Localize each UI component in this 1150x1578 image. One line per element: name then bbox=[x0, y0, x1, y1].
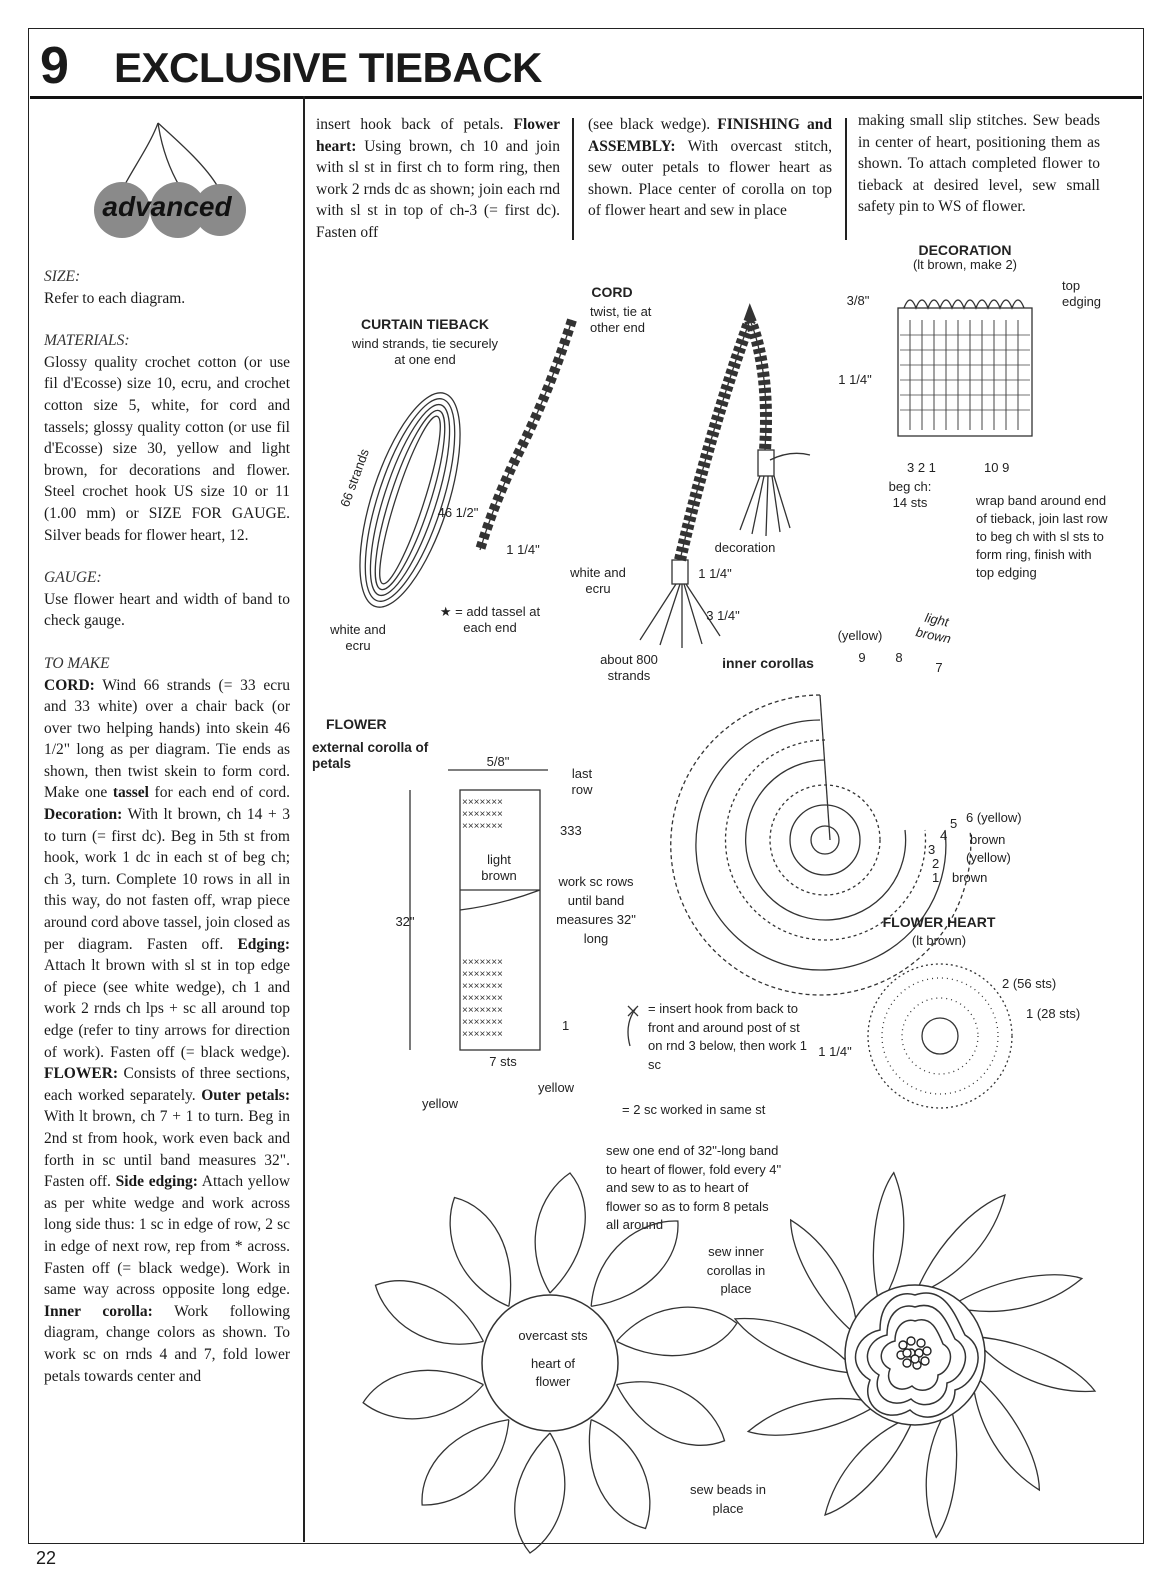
tassel-word: tassel bbox=[112, 784, 149, 802]
col3-text-a: (see black wedge). bbox=[588, 116, 718, 133]
brown-label-2: brown bbox=[952, 870, 988, 885]
petal-band-chart bbox=[400, 760, 570, 1100]
seven-sts-label: 7 sts bbox=[489, 1054, 517, 1069]
column-4 bbox=[858, 110, 1100, 218]
cord-text-2: for each end of cord. bbox=[148, 784, 291, 802]
sew-beads-note: sew beads in place bbox=[690, 1482, 766, 1516]
skill-badge: advanced bbox=[102, 191, 232, 222]
column-divider bbox=[572, 118, 574, 240]
flower-heart-subtitle: (lt brown) bbox=[911, 933, 967, 948]
length-114-label-4: 1 1/4" bbox=[818, 1044, 852, 1059]
round-2-label: 2 bbox=[932, 856, 940, 871]
add-tassel-note: ★ = add tassel at each end bbox=[439, 604, 541, 635]
row-numbers-left: 3 2 1 bbox=[907, 460, 936, 475]
flower-heart-chart bbox=[862, 958, 1018, 1114]
finishing-text: With overcast stitch, sew outer petals to flower heart as shown. Place center of corolla on top of flower heart and sew in place bbox=[588, 137, 832, 220]
to-make-label: TO MAKE bbox=[44, 654, 110, 672]
wrap-band-note: wrap band around end of tieback, join last row to beg ch with sl sts to form ring, finish with top edging bbox=[976, 493, 1108, 580]
svg-text:×××××××: ××××××× bbox=[462, 797, 503, 808]
svg-text:×××××××: ××××××× bbox=[462, 957, 503, 968]
length-114-label: 1 1/4" bbox=[506, 542, 540, 557]
inner-corolla-text: Work following diagram, change colors as shown. To work sc on rnds 4 and 7, fold lower petals towards center and bbox=[44, 1302, 290, 1385]
length-32-label: 32" bbox=[395, 914, 415, 929]
yellow-label-rnd: (yellow) bbox=[966, 850, 1011, 865]
length-58-label: 5/8" bbox=[486, 754, 510, 769]
svg-text:×××××××: ××××××× bbox=[462, 981, 503, 992]
gauge-text: Use flower heart and width of band to check gauge. bbox=[44, 590, 290, 630]
cord-subtitle: twist, tie at other end bbox=[590, 304, 652, 335]
beg-ch-label: beg ch: 14 sts bbox=[888, 479, 932, 510]
materials-label: MATERIALS: bbox=[44, 332, 130, 350]
flower-subtitle: external corolla of petals bbox=[312, 740, 429, 771]
two-sc-legend: = 2 sc worked in same st bbox=[622, 1102, 766, 1117]
skein-drawing bbox=[340, 380, 480, 620]
round-8-label: 8 bbox=[895, 650, 903, 665]
cherries-badge-icon bbox=[70, 115, 250, 245]
cord-heading: CORD: bbox=[44, 676, 95, 694]
tassel-cord-drawing bbox=[620, 310, 800, 650]
size-text: Refer to each diagram. bbox=[44, 289, 186, 307]
cord-text: Wind 66 strands (= 33 ecru and 33 white) over a chair back (or over two helping hands) into skein 46 1/2" long as per diagram. Tie ends as shown, then twist skein to form cord. Make one bbox=[44, 676, 290, 802]
svg-text:×××××××: ××××××× bbox=[462, 809, 503, 820]
round-9-label: 9 bbox=[858, 650, 866, 665]
white-ecru-label-2: white and ecru bbox=[570, 565, 626, 596]
outer-petals-text: With lt brown, ch 7 + 1 to turn. Beg in 2nd st from hook, work even back and forth in sc until band measures 32". Fasten off. bbox=[44, 1108, 290, 1191]
round-1-label: 1 bbox=[932, 870, 940, 885]
instructions-text bbox=[44, 675, 290, 1388]
page-title: EXCLUSIVE TIEBACK bbox=[114, 44, 542, 91]
svg-text:×××××××: ××××××× bbox=[462, 993, 503, 1004]
round-4-label: 4 bbox=[940, 828, 948, 843]
column-divider bbox=[303, 96, 305, 1542]
gauge-label: GAUGE: bbox=[44, 569, 102, 587]
page-number: 22 bbox=[36, 1548, 57, 1568]
length-114-label-3: 1 1/4" bbox=[838, 372, 872, 387]
decoration-heading: Decoration: bbox=[44, 806, 123, 824]
decoration-chart bbox=[890, 280, 1040, 440]
flower-heart-heading: Flower heart: bbox=[316, 116, 560, 155]
strands-66-label: 66 strands bbox=[337, 446, 372, 509]
svg-text:×××××××: ××××××× bbox=[462, 969, 503, 980]
length-314-label: 3 1/4" bbox=[706, 608, 740, 623]
overcast-label: overcast sts bbox=[518, 1328, 588, 1343]
light-brown-label-2: light brown bbox=[914, 609, 953, 647]
side-edging-heading: Side edging: bbox=[115, 1173, 198, 1191]
brown-label: brown bbox=[970, 832, 1006, 847]
light-brown-label: light brown bbox=[481, 852, 517, 883]
pattern-number: 9 bbox=[40, 37, 69, 95]
side-edging-text: Attach yellow as per white wedge and work across long side thus: 1 sc in edge of row, 2 sc in edge of next row, rep from * across. Fasten off (= black wedge). Work in same way across opposite long edge. bbox=[44, 1173, 291, 1299]
work-sc-note: work sc rows until band measures 32" long bbox=[556, 874, 636, 946]
inner-corollas-title: inner corollas bbox=[722, 655, 814, 671]
post-stitch-symbol-icon bbox=[622, 1004, 642, 1054]
length-38-label: 3/8" bbox=[846, 293, 870, 308]
heart-round-1-label: 1 (28 sts) bbox=[1026, 1006, 1081, 1021]
svg-text:×××××××: ××××××× bbox=[462, 821, 503, 832]
flower-text: Consists of three sections, each worked separately. bbox=[44, 1065, 290, 1104]
last-row-label: last row bbox=[571, 766, 593, 797]
column-divider bbox=[845, 118, 847, 240]
tieback-subtitle: wind strands, tie securely at one end bbox=[352, 336, 498, 367]
heart-of-flower-label: heart of flower bbox=[530, 1356, 576, 1389]
svg-text:×××××××: ××××××× bbox=[462, 1005, 503, 1016]
round-6-label: 6 (yellow) bbox=[966, 810, 1022, 825]
col2-text-a: insert hook back of petals. bbox=[316, 116, 514, 133]
finished-flower-drawing bbox=[750, 1160, 1090, 1520]
round-7-label: 7 bbox=[935, 660, 943, 675]
row-333-label: 333 bbox=[560, 823, 582, 838]
inner-corolla-heading: Inner corolla: bbox=[44, 1302, 153, 1320]
cord-title: CORD bbox=[591, 284, 633, 300]
yellow-label-right: yellow bbox=[537, 1080, 575, 1095]
flower-title: FLOWER bbox=[326, 716, 387, 732]
round-3-label: 3 bbox=[928, 842, 936, 857]
flower-heading: FLOWER: bbox=[44, 1065, 119, 1083]
column-3 bbox=[588, 114, 832, 222]
sew-inner-note: sew inner corollas in place bbox=[706, 1244, 766, 1296]
flower-heart-text: Using brown, ch 10 and join with sl st in first ch to form ring, then work 2 rnds dc as shown; join each rnd with sl st in top of ch-3 (= first dc). Fasten off bbox=[316, 137, 560, 241]
materials-text: Glossy quality crochet cotton (or use fil d'Ecosse) size 10, ecru, and crochet cotton size 5, white, for cord and tassels; glossy quality cotton (or use fil d'Ecosse) size 30, yellow and light brown, for decorations and flower. Steel crochet hook US size 10 or 11 (1.00 mm) or SIZE FOR GAUGE. Silver beads for flower heart, 12. bbox=[44, 353, 290, 544]
decoration-label: decoration bbox=[714, 540, 776, 555]
title-bar bbox=[30, 30, 1142, 99]
finishing-heading: FINISHING and ASSEMBLY: bbox=[588, 116, 832, 155]
svg-text:×××××××: ××××××× bbox=[462, 1029, 503, 1040]
top-edging-label: top edging bbox=[1062, 278, 1102, 309]
row-1-label: 1 bbox=[562, 1018, 570, 1033]
tieback-title: CURTAIN TIEBACK bbox=[360, 316, 490, 332]
col4-text: making small slip stitches. Sew beads in center of heart, positioning them as shown. To attach completed flower to tieback at desired level, sew small safety pin to WS of flower. bbox=[858, 112, 1100, 216]
decoration-subtitle: (lt brown, make 2) bbox=[912, 257, 1018, 272]
edging-text: Attach lt brown with sl st in top edge of piece (see white wedge), ch 1 and work 2 rnds ch lps + sc all around top edge (refer to tiny arrows for direction of work). Fasten off (= black wedge). bbox=[44, 957, 290, 1061]
white-ecru-label: white and ecru bbox=[330, 622, 386, 653]
round-5-label: 5 bbox=[950, 816, 958, 831]
column-1 bbox=[44, 266, 290, 1387]
twisted-cord-drawing bbox=[460, 310, 580, 570]
length-114-label-2: 1 1/4" bbox=[698, 566, 732, 581]
yellow-label-top: (yellow) bbox=[837, 628, 883, 643]
flower-heart-title: FLOWER HEART bbox=[882, 914, 996, 930]
size-label: SIZE: bbox=[44, 268, 81, 285]
insert-hook-legend: = insert hook from back to front and around post of st on rnd 3 below, then work 1 sc bbox=[648, 1001, 807, 1072]
length-46-label: 46 1/2" bbox=[437, 505, 479, 520]
decoration-title: DECORATION bbox=[918, 242, 1012, 258]
decoration-text: With lt brown, ch 14 + 3 to turn (= first dc). Beg in 5th st from hook, work 1 dc in each st of beg ch; ch 3, turn. Complete 10 rows in all in this way, do not fasten off, wrap piece around cord above tassel, join closed as per diagram. Fasten off. bbox=[44, 806, 290, 953]
yellow-label-left: yellow bbox=[421, 1096, 459, 1111]
sew-band-note: sew one end of 32"-long band to heart of flower, fold every 4" and sew to as to heart of flower so as to form 8 petals all around bbox=[606, 1143, 782, 1232]
edging-heading: Edging: bbox=[237, 935, 290, 953]
heart-round-2-label: 2 (56 sts) bbox=[1002, 976, 1057, 991]
outer-petals-heading: Outer petals: bbox=[201, 1086, 290, 1104]
strand-count-label: about 800 strands bbox=[600, 652, 658, 683]
svg-text:×××××××: ××××××× bbox=[462, 1017, 503, 1028]
column-2 bbox=[316, 114, 560, 244]
row-numbers-right: 10 9 bbox=[984, 460, 1010, 475]
